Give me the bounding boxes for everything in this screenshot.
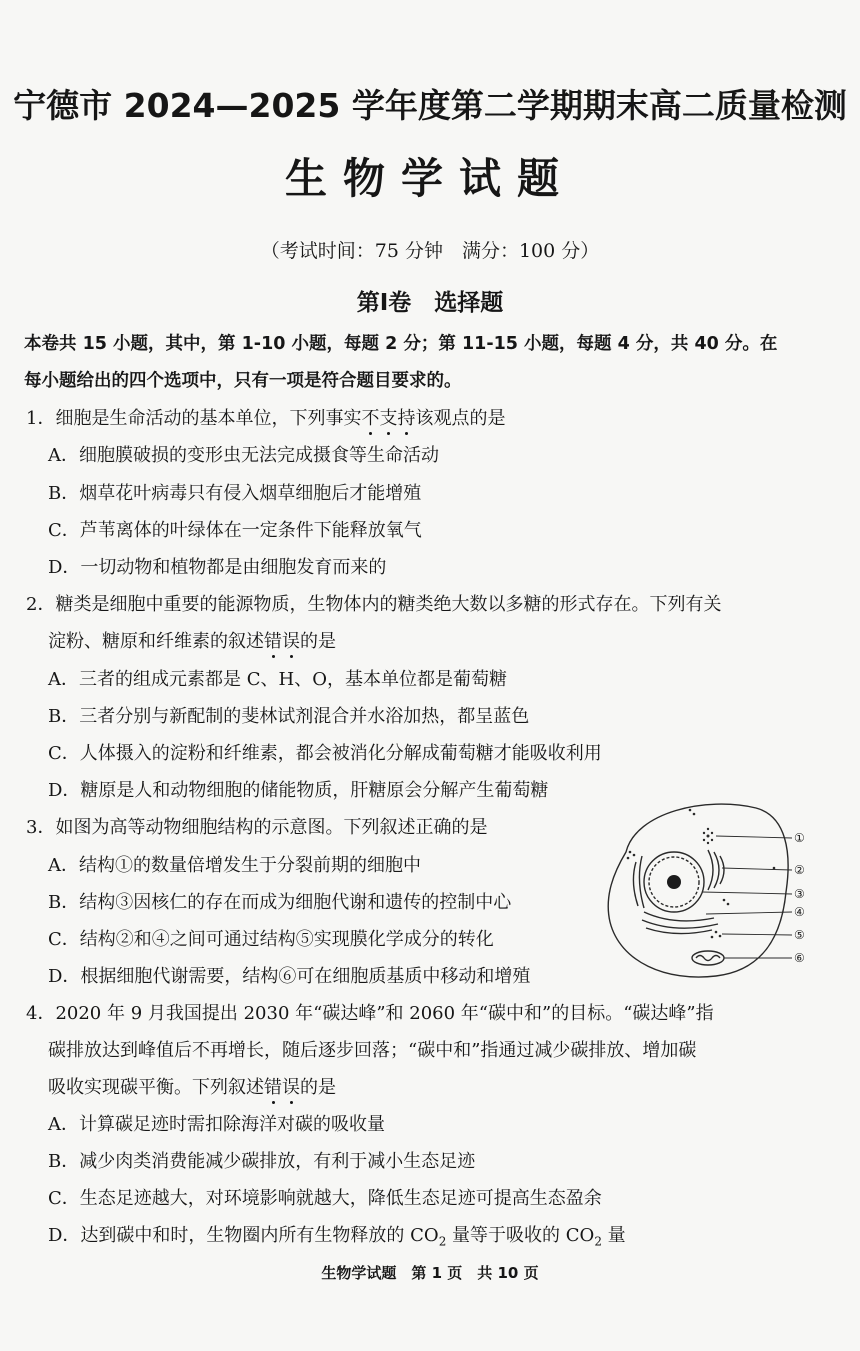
question-number: 3． xyxy=(26,817,56,838)
question-3-option-d: D．根据细胞代谢需要，结构⑥可在细胞质基质中移动和增殖 xyxy=(48,966,531,987)
emphasis-char: 错 xyxy=(264,627,282,653)
question-3-stem: 3．如图为高等动物细胞结构的示意图。下列叙述正确的是 xyxy=(26,817,488,838)
emphasis-char: 错 xyxy=(264,1073,282,1099)
question-2-option-b: B．三者分别与新配制的斐林试剂混合并水浴加热，都呈蓝色 xyxy=(48,706,530,727)
question-4-stem-line-2: 碳排放达到峰值后不再增长，随后逐步回落；“碳中和”指通过减少碳排放、增加碳 xyxy=(48,1040,697,1061)
question-2-option-a: A．三者的组成元素都是 C、H、O，基本单位都是葡萄糖 xyxy=(48,669,507,690)
question-1-option-a: A．细胞膜破损的变形虫无法完成摄食等生命活动 xyxy=(48,445,439,466)
question-1-stem: 1．细胞是生命活动的基本单位，下列事实不支持该观点的是 xyxy=(26,404,505,430)
question-2-option-c: C．人体摄入的淀粉和纤维素，都会被消化分解成葡萄糖才能吸收利用 xyxy=(48,743,602,764)
endoplasmic-reticulum xyxy=(642,912,718,934)
question-1-option-b: B．烟草花叶病毒只有侵入烟草细胞后才能增殖 xyxy=(48,483,422,504)
figure-label-5: ⑤ xyxy=(794,928,805,942)
question-number: 4． xyxy=(26,1003,56,1024)
figure-label-4: ④ xyxy=(794,905,805,919)
instructions-line-2: 每小题给出的四个选项中，只有一项是符合题目要求的。 xyxy=(24,371,462,391)
question-4-stem-line-1: 4．2020 年 9 月我国提出 2030 年“碳达峰”和 2060 年“碳中和”的目标。“碳达峰”指 xyxy=(26,1003,714,1024)
question-4-stem-line-3: 吸收实现碳平衡。下列叙述错误的是 xyxy=(48,1073,336,1099)
question-number: 1． xyxy=(26,408,56,429)
page-footer: 生物学试题 第 1 页 共 10 页 xyxy=(321,1264,539,1282)
question-number: 2． xyxy=(26,594,56,615)
question-1-option-c: C．芦苇离体的叶绿体在一定条件下能释放氧气 xyxy=(48,520,422,541)
question-2-stem-line-2: 淀粉、糖原和纤维素的叙述错误的是 xyxy=(48,627,336,653)
question-4-option-a: A．计算碳足迹时需扣除海洋对碳的吸收量 xyxy=(48,1114,385,1135)
question-1-option-d: D．一切动物和植物都是由细胞发育而来的 xyxy=(48,557,387,578)
emphasis-char: 支 xyxy=(379,404,397,430)
exam-title: 宁德市 2024—2025 学年度第二学期期末高二质量检测 xyxy=(13,86,847,125)
question-4-option-c: C．生态足迹越大，对环境影响就越大，降低生态足迹可提高生态盈余 xyxy=(48,1188,602,1209)
question-2-option-d: D．糖原是人和动物细胞的储能物质，肝糖原会分解产生葡萄糖 xyxy=(48,780,549,801)
subject-title: 生物学试题 xyxy=(284,154,575,203)
nucleolus xyxy=(667,875,681,889)
emphasis-char: 误 xyxy=(282,627,300,653)
figure-label-2: ② xyxy=(794,863,805,877)
section-heading: 第Ⅰ卷 选择题 xyxy=(356,290,504,316)
question-4-option-b: B．减少肉类消费能减少碳排放，有利于减小生态足迹 xyxy=(48,1151,476,1172)
emphasis-char: 不 xyxy=(361,404,379,430)
er-left xyxy=(633,856,644,908)
cell-membrane xyxy=(608,804,788,977)
exam-time-score: （考试时间：75 分钟 满分：100 分） xyxy=(260,240,600,262)
question-3-option-c: C．结构②和④之间可通过结构⑤实现膜化学成分的转化 xyxy=(48,929,494,950)
emphasis-char: 误 xyxy=(282,1073,300,1099)
golgi xyxy=(708,850,724,890)
animal-cell-diagram xyxy=(596,792,820,986)
figure-label-1: ① xyxy=(794,831,805,845)
emphasis-char: 持 xyxy=(397,404,415,430)
question-2-stem-line-1: 2．糖类是细胞中重要的能源物质，生物体内的糖类绝大数以多糖的形式存在。下列有关 xyxy=(26,594,722,615)
instructions-line-1: 本卷共 15 小题，其中，第 1-10 小题，每题 2 分；第 11-15 小题，每题 4 分，共 40 分。在 xyxy=(24,334,778,354)
centrosome xyxy=(707,835,710,838)
mitochondrion-cristae xyxy=(696,956,720,961)
figure-label-3: ③ xyxy=(794,887,805,901)
question-3-option-a: A．结构①的数量倍增发生于分裂前期的细胞中 xyxy=(48,855,421,876)
question-3-option-b: B．结构③因核仁的存在而成为细胞代谢和遗传的控制中心 xyxy=(48,892,512,913)
question-4-option-d: D．达到碳中和时，生物圈内所有生物释放的 $CO_2$ 量等于吸收的 $CO_2$ 量 xyxy=(48,1225,626,1249)
figure-label-6: ⑥ xyxy=(794,951,805,965)
